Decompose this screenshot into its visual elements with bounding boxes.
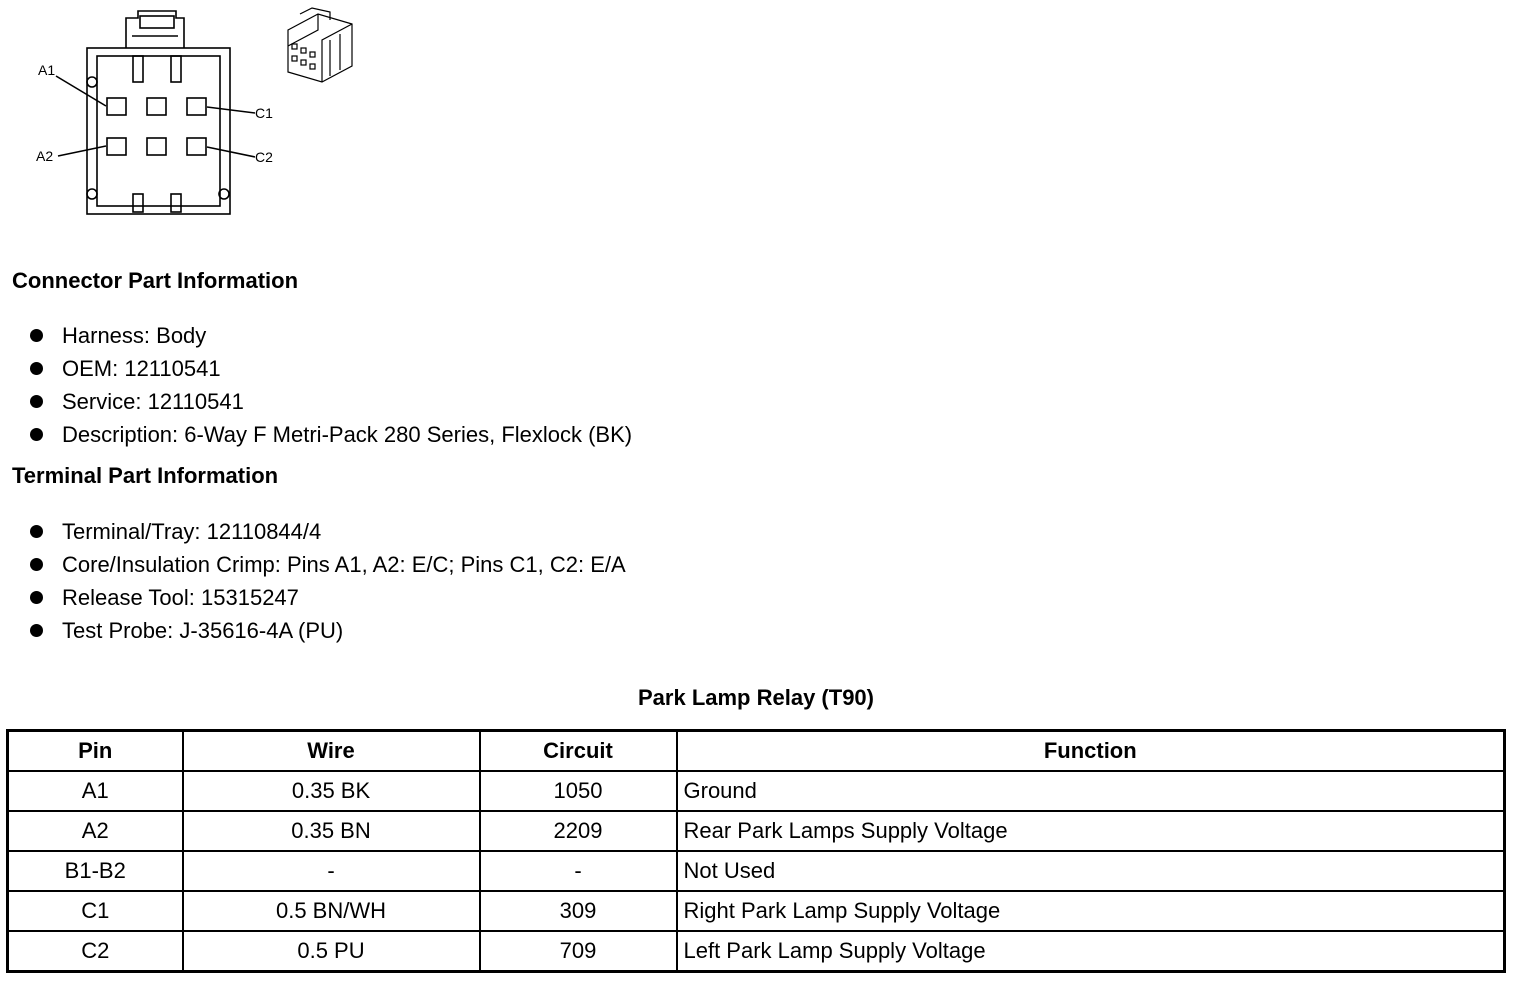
terminal-test-probe: Test Probe: J-35616-4A (PU) [62,618,344,643]
connector-part-info-list [28,319,632,451]
connector-harness: Harness: Body [62,323,207,348]
cell-pin: A2 [8,811,183,851]
terminal-part-info-title: Terminal Part Information [12,463,279,488]
cell-function: Right Park Lamp Supply Voltage [677,891,1505,931]
pin-label-c1: C1 [255,105,273,121]
connector-face-diagram [0,0,380,230]
bullet-icon [30,329,43,342]
header-circuit: Circuit [480,731,677,772]
connector-part-info-title: Connector Part Information [12,268,299,293]
connector-thumbnail-icon [288,8,352,82]
cell-pin: B1-B2 [8,851,183,891]
cell-function: Ground [677,771,1505,811]
pinout-table [6,729,1506,973]
list-item [28,352,632,385]
table-row [8,891,1505,931]
table-row [8,851,1505,891]
cell-circuit: - [480,851,677,891]
table-row [8,811,1505,851]
pin-label-a1: A1 [38,62,56,78]
bullet-icon [30,624,43,637]
cell-circuit: 309 [480,891,677,931]
cell-wire: 0.35 BK [183,771,480,811]
connector-oem: OEM: 12110541 [62,356,221,381]
cell-wire: 0.35 BN [183,811,480,851]
pin-label-c2: C2 [255,149,273,165]
terminal-crimp: Core/Insulation Crimp: Pins A1, A2: E/C; Pins C1, C2: E/A [62,552,626,577]
cell-wire: 0.5 PU [183,931,480,972]
bullet-icon [30,525,43,538]
cell-wire: 0.5 BN/WH [183,891,480,931]
cell-pin: C1 [8,891,183,931]
terminal-tray: Terminal/Tray: 12110844/4 [62,519,322,544]
list-item [28,614,626,647]
bullet-icon [30,558,43,571]
cell-pin: C2 [8,931,183,972]
bullet-icon [30,395,43,408]
header-function: Function [677,731,1505,772]
pinout-table-title: Park Lamp Relay (T90) [638,685,874,710]
connector-description: Description: 6-Way F Metri-Pack 280 Series, Flexlock (BK) [62,422,633,447]
table-header-row [8,731,1505,772]
cell-function: Rear Park Lamps Supply Voltage [677,811,1505,851]
cell-wire: - [183,851,480,891]
list-item [28,581,626,614]
cell-circuit: 709 [480,931,677,972]
bullet-icon [30,591,43,604]
table-row [8,771,1505,811]
cell-circuit: 1050 [480,771,677,811]
cell-function: Left Park Lamp Supply Voltage [677,931,1505,972]
list-item [28,515,626,548]
terminal-release-tool: Release Tool: 15315247 [62,585,299,610]
header-wire: Wire [183,731,480,772]
connector-service: Service: 12110541 [62,389,244,414]
list-item [28,385,632,418]
list-item [28,319,632,352]
cell-pin: A1 [8,771,183,811]
cell-function: Not Used [677,851,1505,891]
cell-circuit: 2209 [480,811,677,851]
bullet-icon [30,362,43,375]
terminal-part-info-list [28,515,626,647]
pin-label-a2: A2 [36,148,54,164]
list-item [28,548,626,581]
list-item [28,418,632,451]
bullet-icon [30,428,43,441]
header-pin: Pin [8,731,183,772]
table-row [8,931,1505,972]
